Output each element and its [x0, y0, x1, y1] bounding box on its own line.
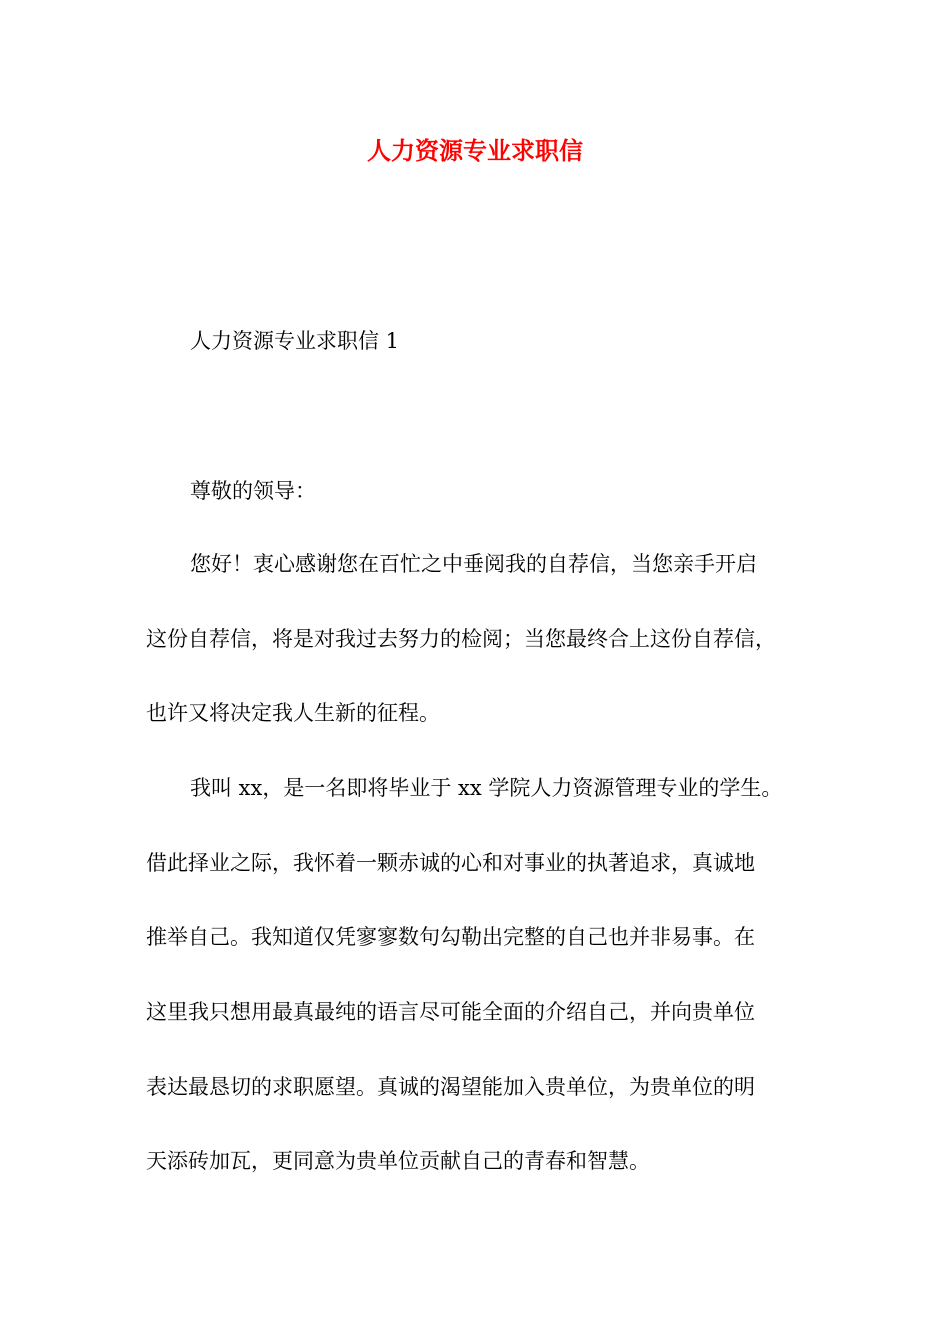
paragraph-line: 也许又将决定我人生新的征程。	[146, 701, 440, 725]
paragraph-line: 您好！衷心感谢您在百忙之中垂阅我的自荐信，当您亲手开启	[190, 552, 757, 576]
paragraph-line: 借此择业之际，我怀着一颗赤诚的心和对事业的执著追求，真诚地	[146, 851, 755, 875]
letter-heading: 人力资源专业求职信 1	[190, 329, 400, 353]
document-title: 人力资源专业求职信	[367, 136, 583, 165]
paragraph-line: 推举自己。我知道仅凭寥寥数句勾勒出完整的自己也并非易事。在	[146, 925, 755, 949]
paragraph-line: 这里我只想用最真最纯的语言尽可能全面的介绍自己，并向贵单位	[146, 1000, 755, 1024]
paragraph-line: 天添砖加瓦，更同意为贵单位贡献自己的青春和智慧。	[146, 1149, 650, 1173]
salutation: 尊敬的领导：	[190, 479, 316, 503]
paragraph-line: 我叫 xx，是一名即将毕业于 xx 学院人力资源管理专业的学生。	[190, 776, 783, 800]
paragraph-line: 表达最恳切的求职愿望。真诚的渴望能加入贵单位，为贵单位的明	[146, 1075, 755, 1099]
paragraph-line: 这份自荐信，将是对我过去努力的检阅；当您最终合上这份自荐信，	[146, 627, 776, 651]
